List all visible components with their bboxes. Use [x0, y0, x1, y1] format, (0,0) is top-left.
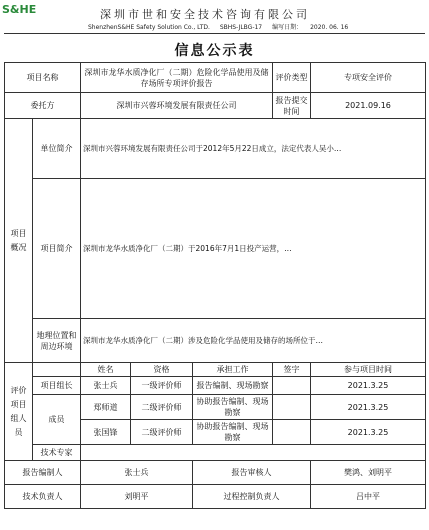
date-label: 编写日期：: [272, 24, 303, 31]
row-project-name: [5, 63, 426, 93]
m1-qual: 二级评价师: [131, 395, 193, 420]
row-unit-intro: [5, 119, 426, 179]
submit-date: 2021.09.16: [311, 93, 426, 119]
eval-type-label: 评价类型: [273, 63, 311, 93]
leader-name: 张士兵: [81, 377, 131, 395]
eval-group-label: 评价项目组人员: [5, 363, 33, 461]
date-col-header: 参与项目时间: [311, 363, 426, 377]
row-client: [5, 93, 426, 119]
row-author: [5, 461, 426, 485]
submit-date-label: 报告提交时间: [273, 93, 311, 119]
m1-task: 协助报告编制、现场勘察: [193, 395, 273, 420]
row-location: [5, 319, 426, 363]
report-author-label: 报告编制人: [5, 461, 81, 485]
leader-date: 2021.3.25: [311, 377, 426, 395]
client-label: 委托方: [5, 93, 81, 119]
m2-task: 协助报告编制、现场勘察: [193, 420, 273, 445]
process-lead-label: 过程控制负责人: [193, 485, 311, 509]
project-overview-label: 项目概况: [5, 119, 33, 363]
expert-label: 技术专家: [33, 445, 81, 461]
unit-intro-label: 单位简介: [33, 119, 81, 179]
m1-date: 2021.3.25: [311, 395, 426, 420]
project-intro-label: 项目简介: [33, 179, 81, 319]
doc-no: SBHS-JLBG-17: [219, 24, 263, 31]
project-name-label: 项目名称: [5, 63, 81, 93]
sign-col-header: 签字: [273, 363, 311, 377]
members-label: 成员: [33, 395, 81, 445]
doc-title: 信息公示表: [174, 43, 255, 59]
row-expert: [5, 445, 426, 461]
unit-intro: 深圳市兴蓉环境发展有限责任公司于2012年5月22日成立，法定代表人吴小…: [81, 119, 426, 179]
header-meta: [88, 22, 428, 31]
task-col-header: 承担工作: [193, 363, 273, 377]
company-en: ShenzhenS&HE Safety Solution Co., LTD.: [88, 24, 210, 31]
m2-qual: 二级评价师: [131, 420, 193, 445]
tech-lead: 刘明平: [81, 485, 193, 509]
leader-task: 报告编制、现场勘察: [193, 377, 273, 395]
logo-text: S&HE: [2, 3, 37, 16]
location-label: 地理位置和周边环境: [33, 319, 81, 363]
leader-sign: [273, 377, 311, 395]
report-reviewer: 樊鸿、刘明平: [311, 461, 426, 485]
company-name: 深圳市世和安全技术咨询有限公司: [100, 8, 310, 21]
project-intro: 深圳市龙华水质净化厂（二期）于2016年7月1日投产运营，…: [81, 179, 426, 319]
row-group-header: [5, 363, 426, 377]
expert-value: [81, 445, 426, 461]
process-lead: 吕中平: [311, 485, 426, 509]
location: 深圳市龙华水质净化厂（二期）涉及危险化学品使用及储存的场所位于…: [81, 319, 426, 363]
eval-type: 专项安全评价: [311, 63, 426, 93]
m1-name: 郑师道: [81, 395, 131, 420]
row-leads: [5, 485, 426, 509]
leader-label: 项目组长: [33, 377, 81, 395]
row-member-1: [5, 395, 426, 420]
leader-qual: 一级评价师: [131, 377, 193, 395]
m2-sign: [273, 420, 311, 445]
qual-col-header: 资格: [131, 363, 193, 377]
project-name: 深圳市龙华水质净化厂（二期）危险化学品使用及储存场所专项评价报告: [81, 63, 273, 93]
m2-name: 张国锋: [81, 420, 131, 445]
tech-lead-label: 技术负责人: [5, 485, 81, 509]
letterhead: [0, 0, 429, 34]
company-logo: [2, 4, 48, 28]
m2-date: 2021.3.25: [311, 420, 426, 445]
role-col-spacer: [33, 363, 81, 377]
row-leader: [5, 377, 426, 395]
name-col-header: 姓名: [81, 363, 131, 377]
client: 深圳市兴蓉环境发展有限责任公司: [81, 93, 273, 119]
report-reviewer-label: 报告审核人: [193, 461, 311, 485]
m1-sign: [273, 395, 311, 420]
date-value: 2020. 06. 16: [310, 24, 349, 31]
header-rule: [4, 33, 425, 34]
report-author: 张士兵: [81, 461, 193, 485]
row-project-intro: [5, 179, 426, 319]
info-table: [4, 62, 426, 509]
